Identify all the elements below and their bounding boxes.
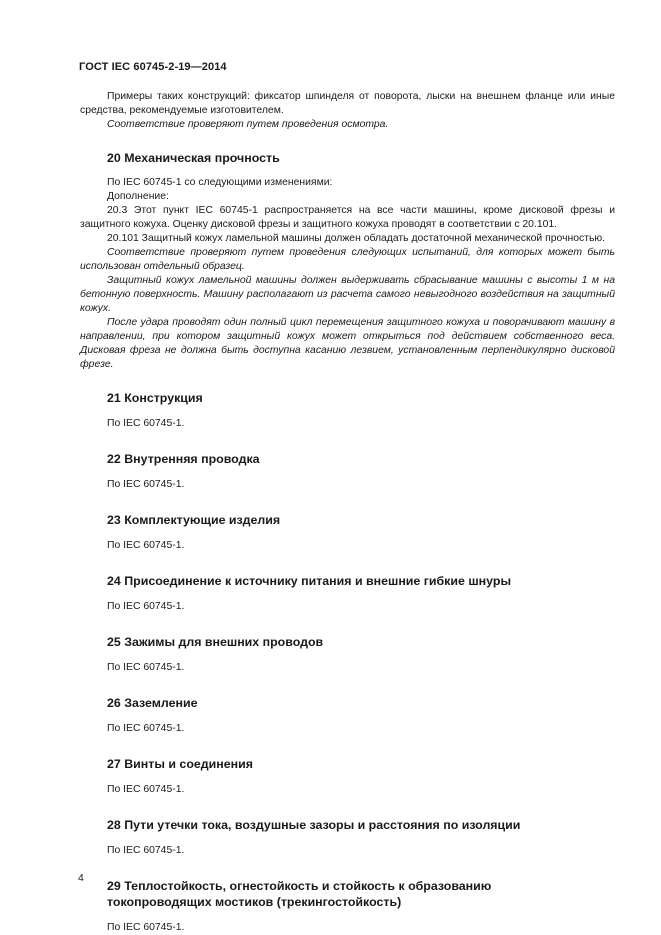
section-heading: 29 Теплостойкость, огнестойкость и стойкость к образованию токопроводящих мостиков (трекингостойкость) [107,879,492,909]
section-reference: По IEC 60745-1. [107,601,185,612]
section-20-line: Соответствие проверяют путем проведения следующих испытаний, для которых может быть использован отдельный образец. [80,247,615,272]
section-reference: По IEC 60745-1. [107,418,185,429]
section-23 [80,512,615,553]
section-reference: По IEC 60745-1. [107,723,185,734]
section-20 [80,150,615,372]
section-27 [80,756,615,797]
section-reference: По IEC 60745-1. [107,845,185,856]
section-26 [80,695,615,736]
intro-compliance: Соответствие проверяют путем проведения осмотра. [107,119,389,130]
section-20-line: 20.3 Этот пункт IEC 60745-1 распространяется на все части машины, кроме дисковой фрезы и защитного кожуха. Оценку дисковой фрезы и защитного кожуха проводят в соответствии с 20.101. [80,205,615,230]
page-number: 4 [78,873,84,884]
section-reference: По IEC 60745-1. [107,662,185,673]
section-heading: 27 Винты и соединения [107,757,253,771]
section-20-heading: 20 Механическая прочность [107,151,280,165]
intro-paragraph: Примеры таких конструкций: фиксатор шпинделя от поворота, лыски на внешнем фланце или иные средства, рекомендуемые изготовителем. [80,91,615,116]
section-reference: По IEC 60745-1. [107,784,185,795]
section-20-line: Дополнение: [107,191,169,202]
section-heading: 28 Пути утечки тока, воздушные зазоры и расстояния по изоляции [107,818,521,832]
section-heading: 24 Присоединение к источнику питания и внешние гибкие шнуры [107,574,512,588]
section-heading: 22 Внутренняя проводка [107,452,260,466]
section-29 [80,878,615,935]
section-20-line: По IEC 60745-1 со следующими изменениями: [107,177,333,188]
section-24 [80,573,615,614]
section-heading: 25 Зажимы для внешних проводов [107,635,324,649]
section-reference: По IEC 60745-1. [107,922,185,933]
section-25 [80,634,615,675]
section-heading: 26 Заземление [107,696,198,710]
section-22 [80,451,615,492]
section-20-line: Защитный кожух ламельной машины должен выдерживать сбрасывание машины с высоты 1 м на бетонную поверхность. Машину располагают из расчета самого невыгодного воздействия на защитный кожух. [80,275,615,314]
section-28 [80,817,615,858]
document-body [80,90,615,935]
standard-header: ГОСТ IEC 60745-2-19—2014 [79,61,227,73]
section-heading: 21 Конструкция [107,391,203,405]
section-heading: 23 Комплектующие изделия [107,513,281,527]
section-reference: По IEC 60745-1. [107,540,185,551]
section-20-line: После удара проводят один полный цикл перемещения защитного кожуха и поворачивают машину в направлении, при котором защитный кожух может открыться под действием собственного веса. Дисковая фреза не должна быть доступна касанию лезвием, установленным перпендикулярно дисковой фрезе. [80,317,615,370]
section-20-line: 20.101 Защитный кожух ламельной машины должен обладать достаточной механической прочностью. [107,233,606,244]
section-reference: По IEC 60745-1. [107,479,185,490]
section-21 [80,390,615,431]
